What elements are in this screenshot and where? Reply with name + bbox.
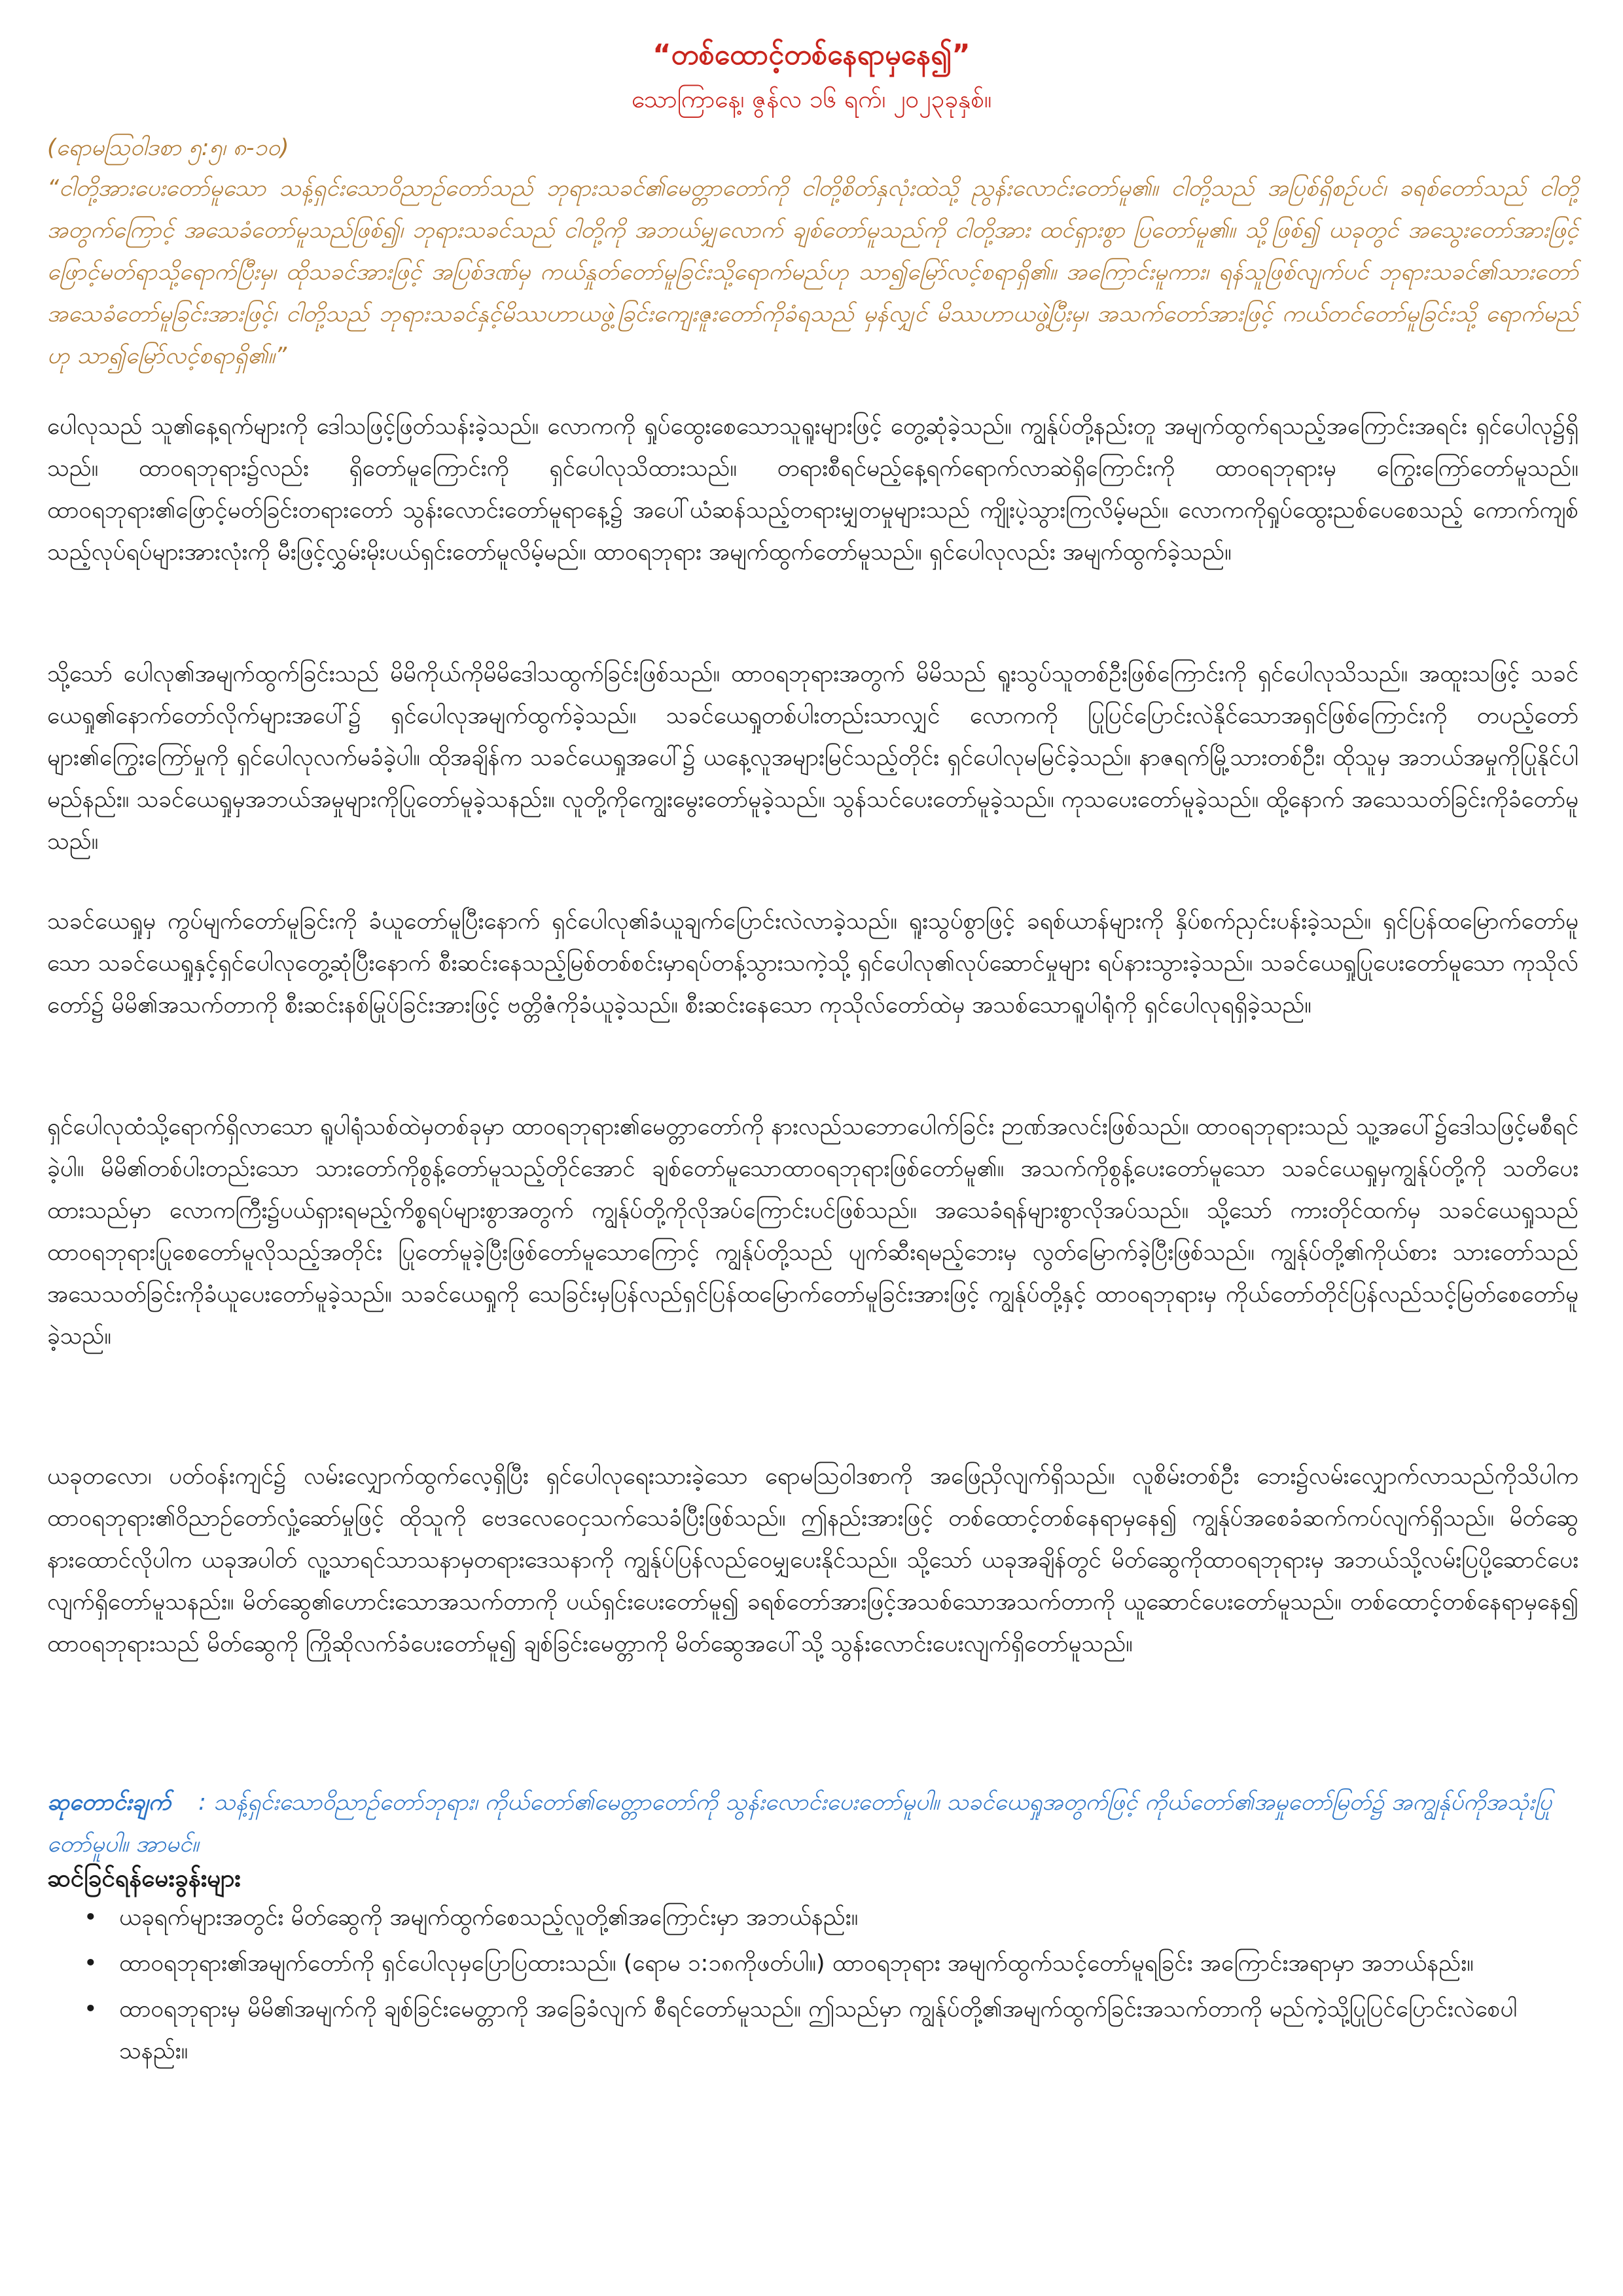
question-item-3: [47, 1988, 1578, 2072]
prayer-block: [47, 1782, 1578, 1865]
scripture-quote: “ငါတို့အားပေးတော်မူသော သန့်ရှင်းသောဝိညာဉ်တော်သည် ဘုရားသခင်၏မေတ္တာတော်ကို ငါတို့စိတ်နှလုံးထဲသို့ ညွန်းလောင်းတော်မူ၏။ ငါတို့သည် အပြစ်ရှိစဉ်ပင်၊ ခရစ်တော်သည် ငါတို့အတွက်ကြောင့် အသေခံတော်မူသည်ဖြစ်၍၊ ဘုရားသခင်သည် ငါတို့ကို အဘယ်မျှလောက် ချစ်တော်မူသည်ကို ငါတို့အား ထင်ရှားစွာ ပြတော်မူ၏။ သို့ဖြစ်၍ ယခုတွင် အသွေးတော်အားဖြင့် ဖြောင့်မတ်ရာသို့ရောက်ပြီးမှ၊ ထိုသခင်အားဖြင့် အပြစ်ဒဏ်မှ ကယ်နှုတ်တော်မူခြင်းသို့ရောက်မည်ဟု သာ၍မြော်လင့်စရာရှိ၏။ အကြောင်းမူကား၊ ရန်သူဖြစ်လျက်ပင် ဘုရားသခင်၏သားတော် အသေခံတော်မူခြင်းအားဖြင့်၊ ငါတို့သည် ဘုရားသခင်နှင့်မိဿဟာယဖွဲ့ခြင်းကျေးဇူးတော်ကိုခံရသည် မှန်လျှင် မိဿဟာယဖွဲ့ပြီးမှ၊ အသက်တော်အားဖြင့် ကယ်တင်တော်မူခြင်းသို့ ရောက်မည်ဟု သာ၍မြော်လင့်စရာရှိ၏။”: [47, 175, 1578, 369]
bullet-icon: •: [84, 1950, 98, 1977]
question-text: ထာဝရဘုရား၏အမျက်တော်ကို ရှင်ပေါလုမှပြောပြထားသည်။ (ရောမ ၁:၁၈ကိုဖတ်ပါ။) ထာဝရဘုရား အမျက်ထွက်သင့်တော်မူရခြင်း အကြောင်းအရာမှာ အဘယ်နည်း။: [119, 1950, 1474, 1977]
scripture-reference: (ရောမဩဝါဒစာ ၅:၅၊ ၈-၁၀): [47, 135, 289, 161]
reflection-questions-heading: ဆင်ခြင်ရန်မေးခွန်းများ: [47, 1864, 241, 1892]
devotional-title: “တစ်ထောင့်တစ်နေရာမှနေ၍”: [652, 39, 971, 71]
reflection-questions-list: [47, 1897, 1578, 2076]
body-paragraph-3: သခင်ယေရှုမှ ကွပ်မျက်တော်မူခြင်းကို ခံယူတော်မူပြီးနောက် ရှင်ပေါလု၏ခံယူချက်ပြောင်းလဲလာခဲ့သည်။ ရူးသွပ်စွာဖြင့် ခရစ်ယာန်များကို နှိပ်စက်ညှင်းပန်းခဲ့သည်။ ရှင်ပြန်ထမြောက်တော်မူသော သခင်ယေရှုနှင့်ရှင်ပေါလုတွေ့ဆုံပြီးနောက် စီးဆင်းနေသည့်မြစ်တစ်စင်းမှာရပ်တန့်သွားသကဲ့သို့ ရှင်ပေါလု၏လုပ်ဆောင်မှုများ ရပ်နားသွားခဲ့သည်။ သခင်ယေရှုပြုပေးတော်မူသော ကုသိုလ်တော်၌ မိမိ၏အသက်တာကို စီးဆင်းနစ်မြုပ်ခြင်းအားဖြင့် ဗတ္တိဇံကိုခံယူခဲ့သည်။ စီးဆင်းနေသော ကုသိုလ်တော်ထဲမှ အသစ်သောရူပါရုံကို ရှင်ပေါလုရရှိခဲ့သည်။: [47, 908, 1578, 1018]
bullet-icon: •: [84, 1996, 98, 2022]
body-paragraph-5: ယခုတလော၊ ပတ်ဝန်းကျင်၌ လမ်းလျှောက်ထွက်လေ့ရှိပြီး ရှင်ပေါလုရေးသားခဲ့သော ရောမဩဝါဒစာကို အဖြေညှိလျက်ရှိသည်။ လူစိမ်းတစ်ဦး ဘေး၌လမ်းလျှောက်လာသည်ကိုသိပါက ထာဝရဘုရား၏ဝိညာဉ်တော်လှုံ့ဆော်မှုဖြင့် ထိုသူကို ဗေဒလေဝေငှသက်သေခံပြီးဖြစ်သည်။ ဤနည်းအားဖြင့် တစ်ထောင့်တစ်နေရာမှနေ၍ ကျွန်ုပ်အစေခံဆက်ကပ်လျက်ရှိသည်။ မိတ်ဆွေနားထောင်လိုပါက ယခုအပါတ် လူ့သာရင်သာသနာမှတရားဒေသနာကို ကျွန်ုပ်ပြန်လည်ဝေမျှပေးနိုင်သည်။ သို့သော် ယခုအချိန်တွင် မိတ်ဆွေကိုထာဝရဘုရားမှ အဘယ်သို့လမ်းပြပို့ဆောင်ပေးလျက်ရှိတော်မူသနည်း။ မိတ်ဆွေ၏ဟောင်းသောအသက်တာကို ပယ်ရှင်းပေးတော်မူ၍ ခရစ်တော်အားဖြင့်အသစ်သောအသက်တာကို ယူဆောင်ပေးတော်မူသည်။ တစ်ထောင့်တစ်နေရာမှနေ၍ ထာဝရဘုရားသည် မိတ်ဆွေကို ကြိုဆိုလက်ခံပေးတော်မူ၍ ချစ်ခြင်းမေတ္တာကို မိတ်ဆွေအပေါ်သို့ သွန်းလောင်းပေးလျက်ရှိတော်မူသည်။: [47, 1463, 1578, 1657]
prayer-text: : သန့်ရှင်းသောဝိညာဉ်တော်ဘုရား၊ ကိုယ်တော်၏မေတ္တာတော်ကို သွန်းလောင်းပေးတော်မူပါ။ သခင်ယေရှုအတွက်ဖြင့် ကိုယ်တော်၏အမှုတော်မြတ်၌ အကျွန်ုပ်ကိုအသုံးပြုတော်မူပါ။ အာမင်။: [47, 1789, 1552, 1857]
body-paragraph-1: ပေါလုသည် သူ၏နေ့ရက်များကို ဒေါသဖြင့်ဖြတ်သန်းခဲ့သည်။ လောကကို ရှုပ်ထွေးစေသောသူရူးများဖြင့် တွေ့ဆုံခဲ့သည်။ ကျွန်ုပ်တို့နည်းတူ အမျက်ထွက်ရသည့်အကြောင်းအရင်း ရှင်ပေါလု၌ရှိသည်။ ထာဝရဘုရား၌လည်း ရှိတော်မူကြောင်းကို ရှင်ပေါလုသိထားသည်။ တရားစီရင်မည့်နေ့ရက်ရောက်လာဆဲရှိကြောင်းကို ထာဝရဘုရားမှ ကြွေးကြော်တော်မူသည်။ ထာဝရဘုရား၏ဖြောင့်မတ်ခြင်းတရားတော် သွန်းလောင်းတော်မူရာနေ့၌ အပေါ်ယံဆန်သည့်တရားမျှတမှုများသည် ကျိုးပဲ့သွားကြလိမ့်မည်။ လောကကိုရှုပ်ထွေးညစ်ပေစေသည့် ကောက်ကျစ်သည့်လုပ်ရပ်များအားလုံးကို မီးဖြင့်လွှမ်းမိုးပယ်ရှင်းတော်မူလိမ့်မည်။ ထာဝရဘုရား အမျက်ထွက်တော်မူသည်။ ရှင်ပေါလုလည်း အမျက်ထွက်ခဲ့သည်။: [47, 414, 1578, 565]
body-paragraph-4: ရှင်ပေါလုထံသို့ရောက်ရှိလာသော ရူပါရုံသစ်ထဲမှတစ်ခုမှာ ထာဝရဘုရား၏မေတ္တာတော်ကို နားလည်သဘောပေါက်ခြင်း ဉာဏ်အလင်းဖြစ်သည်။ ထာဝရဘုရားသည် သူ့အပေါ်၌ဒေါသဖြင့်မစီရင်ခဲ့ပါ။ မိမိ၏တစ်ပါးတည်းသော သားတော်ကိုစွန့်တော်မူသည့်တိုင်အောင် ချစ်တော်မူသောထာဝရဘုရားဖြစ်တော်မူ၏။ အသက်ကိုစွန့်ပေးတော်မူသော သခင်ယေရှုမှကျွန်ုပ်တို့ကို သတိပေးထားသည်မှာ လောကကြီး၌ပယ်ရှားရမည့်ကိစ္စရပ်များစွာအတွက် ကျွန်ုပ်တို့ကိုလိုအပ်ကြောင်းပင်ဖြစ်သည်။ အသေခံရန်များစွာလိုအပ်သည်။ သို့သော် ကားတိုင်ထက်မှ သခင်ယေရှုသည် ထာဝရဘုရားပြုစေတော်မူလိုသည့်အတိုင်း ပြုတော်မူခဲ့ပြီးဖြစ်တော်မူသောကြောင့် ကျွန်ုပ်တို့သည် ပျက်ဆီးရမည့်ဘေးမှ လွတ်မြောက်ခဲ့ပြီးဖြစ်သည်။ ကျွန်ုပ်တို့၏ကိုယ်စား သားတော်သည် အသေသတ်ခြင်းကိုခံယူပေးတော်မူခဲ့သည်။ သခင်ယေရှုကို သေခြင်းမှပြန်လည်ရှင်ပြန်ထမြောက်တော်မူခြင်းအားဖြင့် ကျွန်ုပ်တို့နှင့် ထာဝရဘုရားမှ ကိုယ်တော်တိုင်ပြန်လည်သင့်မြတ်စေတော်မူခဲ့သည်။: [47, 1114, 1578, 1350]
question-item-1: [47, 1897, 1578, 1939]
question-text: ယခုရက်များအတွင်း မိတ်ဆွေကို အမျက်ထွက်စေသည့်လူတို့၏အကြောင်းမှာ အဘယ်နည်း။: [119, 1905, 859, 1931]
question-text: ထာဝရဘုရားမှ မိမိ၏အမျက်ကို ချစ်ခြင်းမေတ္တာကို အခြေခံလျက် စီရင်တော်မူသည်။ ဤသည်မှာ ကျွန်ုပ်တို့၏အမျက်ထွက်ခြင်းအသက်တာကို မည်ကဲ့သို့ပြုပြင်ပြောင်းလဲစေပါသနည်း။: [119, 1996, 1518, 2064]
body-paragraph-2: သို့သော် ပေါလု၏အမျက်ထွက်ခြင်းသည် မိမိကိုယ်ကိုမိမိဒေါသထွက်ခြင်းဖြစ်သည်။ ထာဝရဘုရားအတွက် မိမိသည် ရူးသွပ်သူတစ်ဦးဖြစ်ကြောင်းကို ရှင်ပေါလုသိသည်။ အထူးသဖြင့် သခင်ယေရှု၏နောက်တော်လိုက်များအပေါ်၌ ရှင်ပေါလုအမျက်ထွက်ခဲ့သည်။ သခင်ယေရှုတစ်ပါးတည်းသာလျှင် လောကကို ပြုပြင်ပြောင်းလဲနိုင်သောအရှင်ဖြစ်ကြောင်းကို တပည့်တော်များ၏ကြွေးကြော်မှုကို ရှင်ပေါလုလက်မခံခဲ့ပါ။ ထိုအချိန်က သခင်ယေရှုအပေါ်၌ ယနေ့လူအများမြင်သည့်တိုင်း ရှင်ပေါလုမမြင်ခဲ့သည်။ နာဇရက်မြို့သားတစ်ဦး၊ ထိုသူမှ အဘယ်အမှုကိုပြုနိုင်ပါမည်နည်း။ သခင်ယေရှုမှအဘယ်အမှုများကိုပြုတော်မူခဲ့သနည်း။ လူတို့ကိုကျွေးမွေးတော်မူခဲ့သည်။ သွန်သင်ပေးတော်မူခဲ့သည်။ ကုသပေးတော်မူခဲ့သည်။ ထို့နောက် အသေသတ်ခြင်းကိုခံတော်မူသည်။: [47, 661, 1578, 855]
bullet-icon: •: [84, 1905, 98, 1931]
devotional-date: သောကြာနေ့၊ ဇွန်လ ၁၆ ရက်၊ ၂၀၂၃ခုနှစ်။: [631, 85, 992, 113]
prayer-label: ဆုတောင်းချက်: [47, 1789, 171, 1816]
question-item-2: [47, 1943, 1578, 1984]
